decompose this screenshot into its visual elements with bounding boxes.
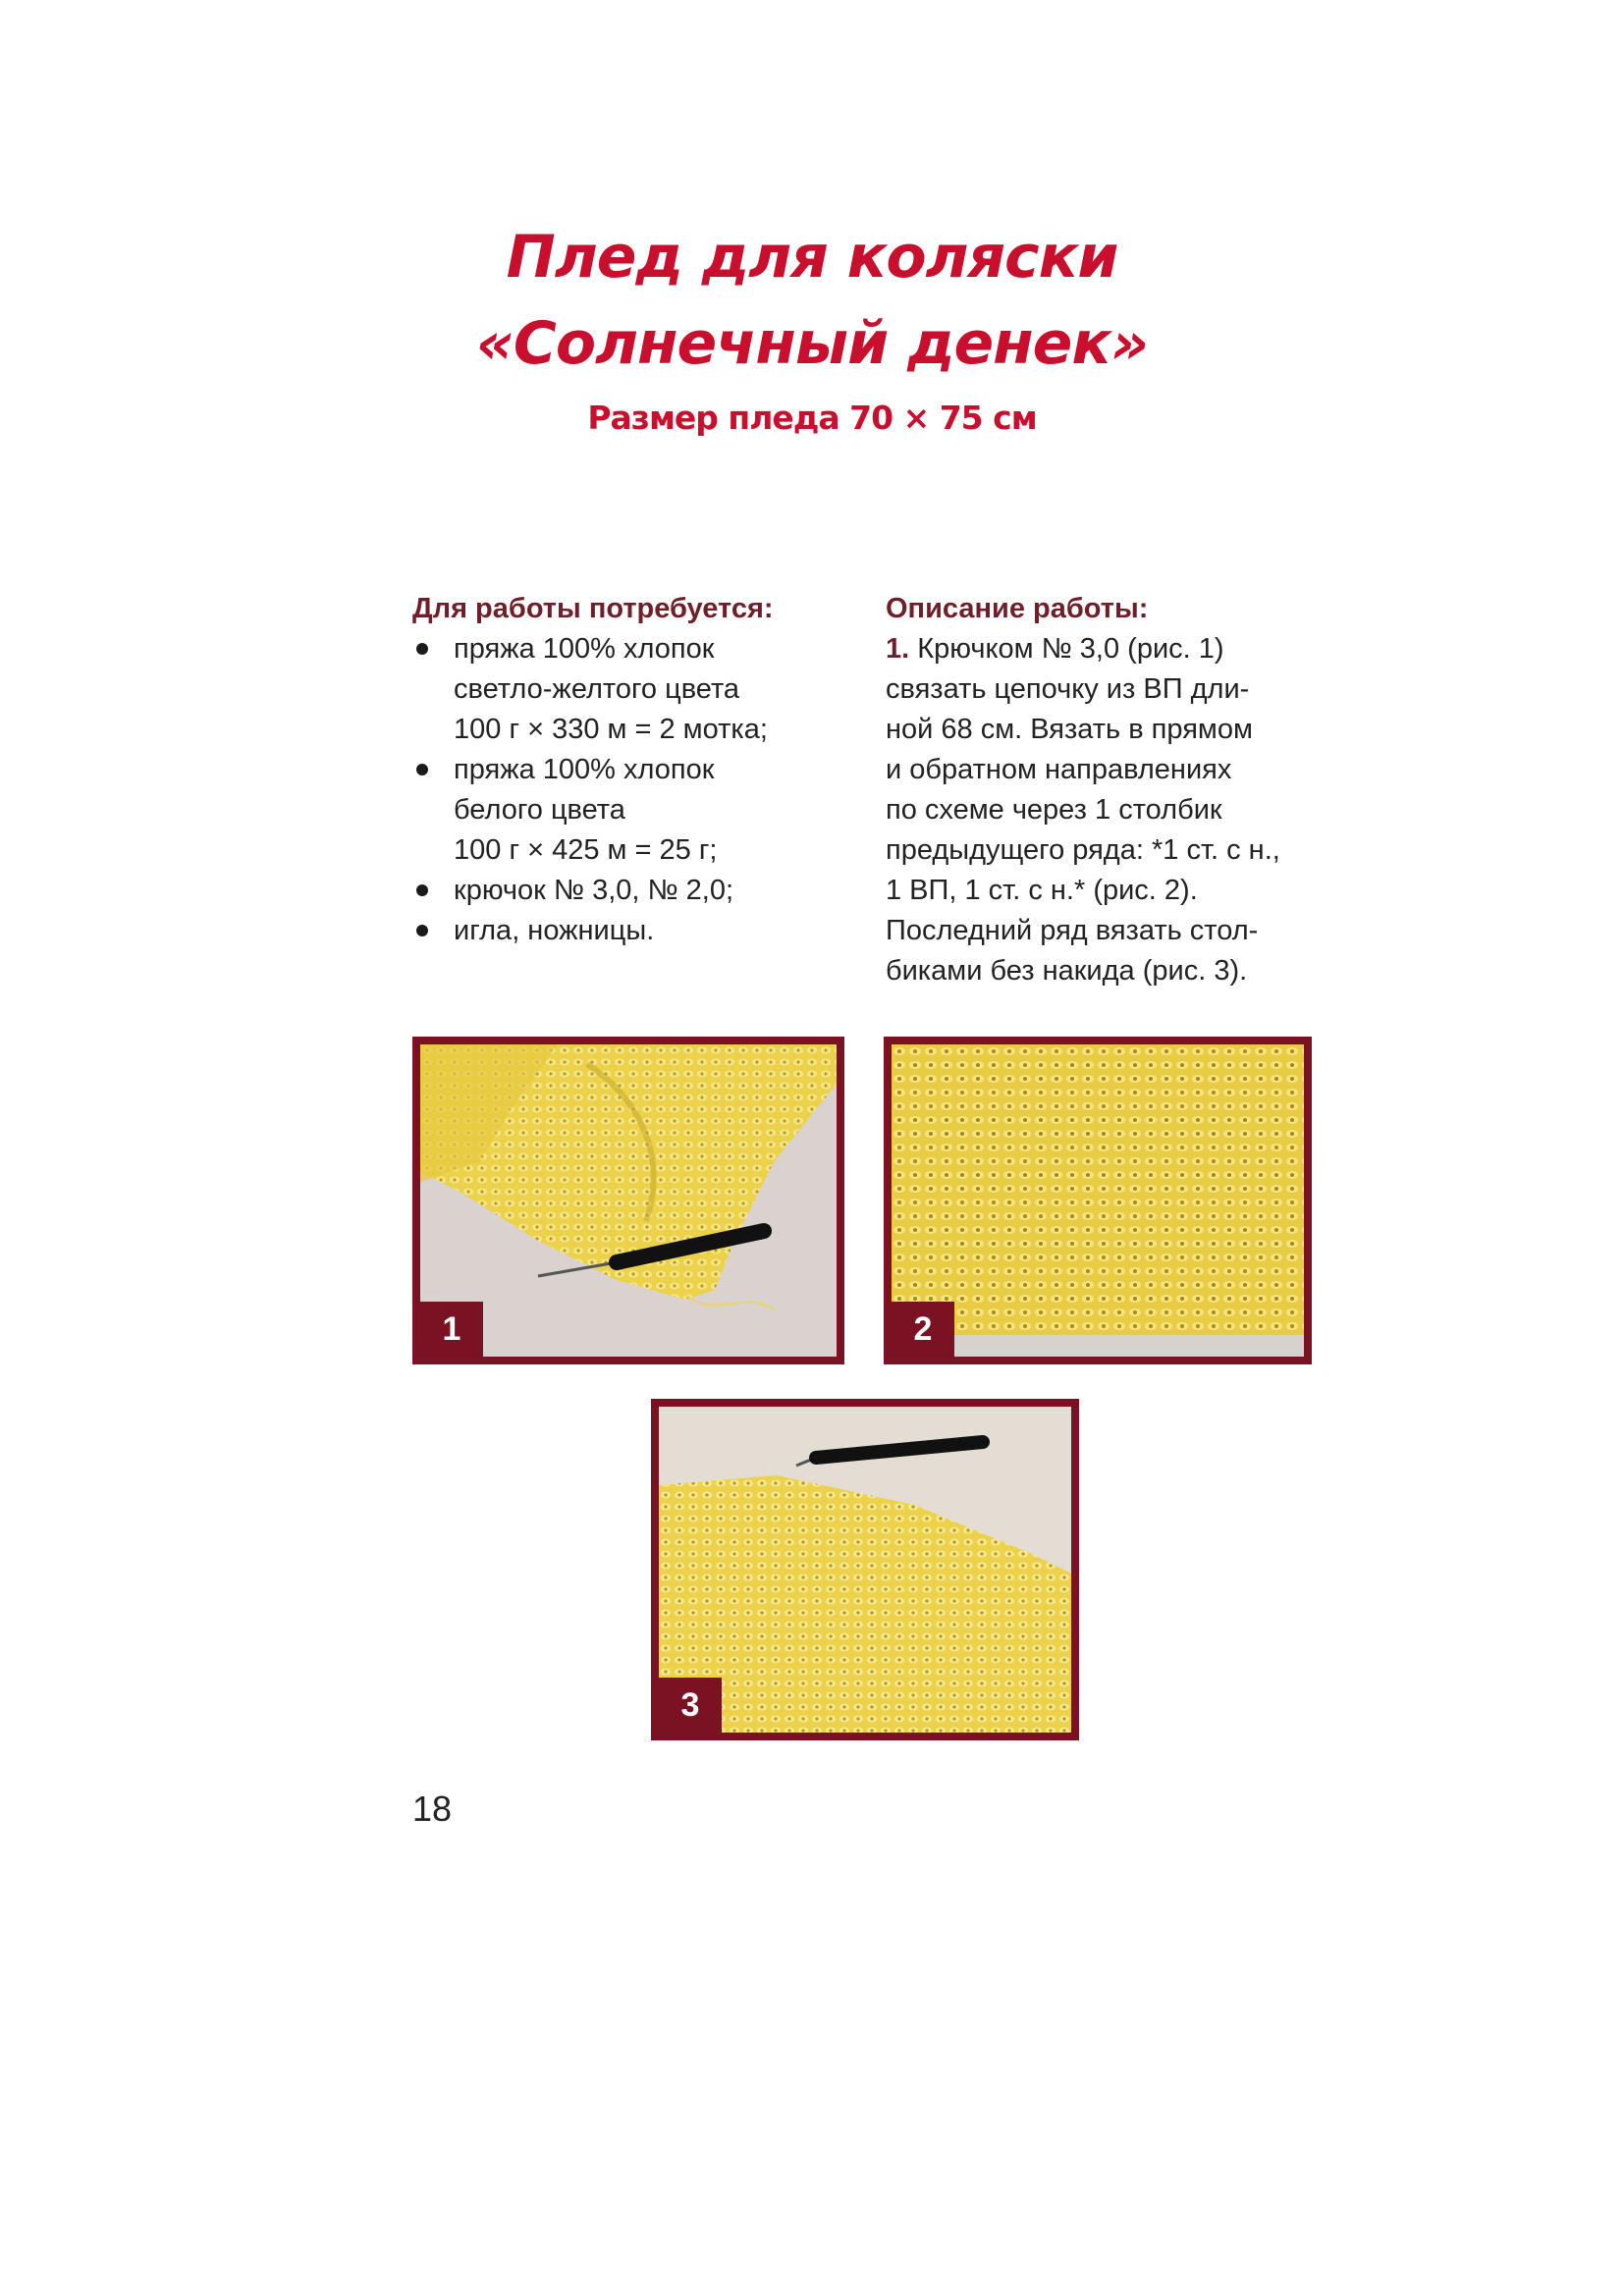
step-number: 1. (886, 633, 910, 665)
materials-section (412, 589, 835, 951)
materials-item: пряжа 100% хлопок светло-желтого цвета 100 г × 330 м = 2 мотка; (412, 629, 835, 750)
photo-3 (651, 1399, 1079, 1740)
photo-2 (884, 1037, 1312, 1364)
description-heading: Описание работы: (886, 593, 1149, 624)
subtitle: Размер пледа 70 × 75 см (587, 399, 1037, 437)
materials-item: пряжа 100% хлопок белого цвета 100 г × 425 м = 25 г; (412, 750, 835, 871)
photo-1-label: 1 (420, 1302, 483, 1357)
title-line-1: Плед для коляски (506, 223, 1118, 292)
photo-2-label: 2 (892, 1302, 954, 1357)
photo-3-label: 3 (659, 1678, 722, 1733)
step-text: Крючком № 3,0 (рис. 1) связать цепочку из ВП дли- ной 68 см. Вязать в прямом и обратном направлениях по схеме через 1 столбик предыдущего ряда: *1 ст. с н., 1 ВП, 1 ст. с н.* (рис. 2). Последний ряд вязать стол- биками без накида (рис. 3). (886, 633, 1280, 987)
photo-1 (412, 1037, 844, 1364)
description-section (886, 589, 1318, 991)
materials-list (412, 629, 835, 951)
materials-item: крючок № 3,0, № 2,0; (412, 871, 835, 911)
page-number: 18 (412, 1789, 453, 1829)
description-text (886, 629, 1318, 991)
materials-heading: Для работы потребуется: (412, 593, 774, 624)
title-line-2: «Солнечный денек» (475, 309, 1149, 378)
materials-item: игла, ножницы. (412, 911, 835, 951)
